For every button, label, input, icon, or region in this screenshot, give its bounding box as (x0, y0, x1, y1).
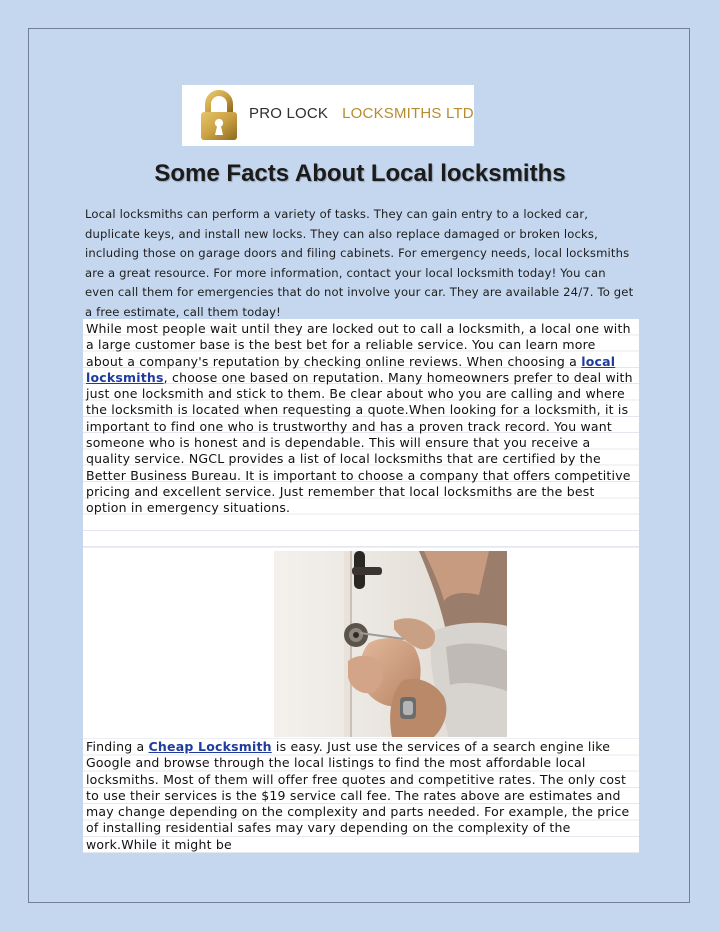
local-locksmiths-link[interactable]: local locksmiths (86, 353, 616, 385)
photo-row (83, 548, 639, 739)
section-1-paragraph (83, 319, 639, 548)
section-1-text-b: , choose one based on reputation. Many homeowners prefer to deal with just one locksmith and stick to them. Be clear about who you are calling and where the locksmith is located when requesting a quote.When looking for a locksmith, it is important to find one who is trustworthy and has a proven track record. You want someone who is honest and is dependable. This will ensure that you receive a quality service. NGCL provides a list of local locksmiths that are certified by the Better Business Bureau. It is important to choose a company that offers competitive pricing and excellent service. Just remember that local locksmiths are the best option in emergency situations. (86, 369, 633, 516)
section-2-text-b: is easy. Just use the services of a search engine like Google and browse through the local listings to find the most affordable local locksmiths. Most of them will offer free quotes and competitive rates. The only cost to use their services is the $19 service call fee. The rates above are estimates and may change depending on the complexity and parts needed. For example, the price of installing residential safes may vary depending on the complexity of the work.While it might be (86, 739, 630, 852)
company-logo (182, 85, 474, 146)
logo-wordmark (249, 105, 474, 122)
padlock-icon (196, 89, 242, 143)
locksmith-photo (274, 551, 507, 737)
intro-paragraph: Local locksmiths can perform a variety of tasks. They can gain entry to a locked car, duplicate keys, and install new locks. They can also replace damaged or broken locks, including those on garage doors and filing cabinets. For emergency needs, local locksmiths are a great resource. For more information, contact your local locksmith today! You can even call them for emergencies that do not involve your car. They are available 24/7. To get a free estimate, call them today! (85, 207, 634, 319)
logo-brand-primary: PRO LOCK (249, 105, 329, 122)
content-panel (83, 319, 639, 853)
section-2-paragraph (83, 739, 639, 853)
section-2-text-a: Finding a (86, 739, 149, 754)
cheap-locksmith-link[interactable]: Cheap Locksmith (148, 739, 272, 754)
section-1-text-a: While most people wait until they are locked out to call a locksmith, a local one with a large customer base is the best bet for a reliable service. You can learn more about a company's reputation by checking online reviews. When choosing a (86, 321, 631, 369)
document-page (28, 28, 690, 903)
logo-brand-secondary: LOCKSMITHS LTD (342, 105, 474, 122)
page-title: Some Facts About Local locksmiths (154, 160, 566, 187)
